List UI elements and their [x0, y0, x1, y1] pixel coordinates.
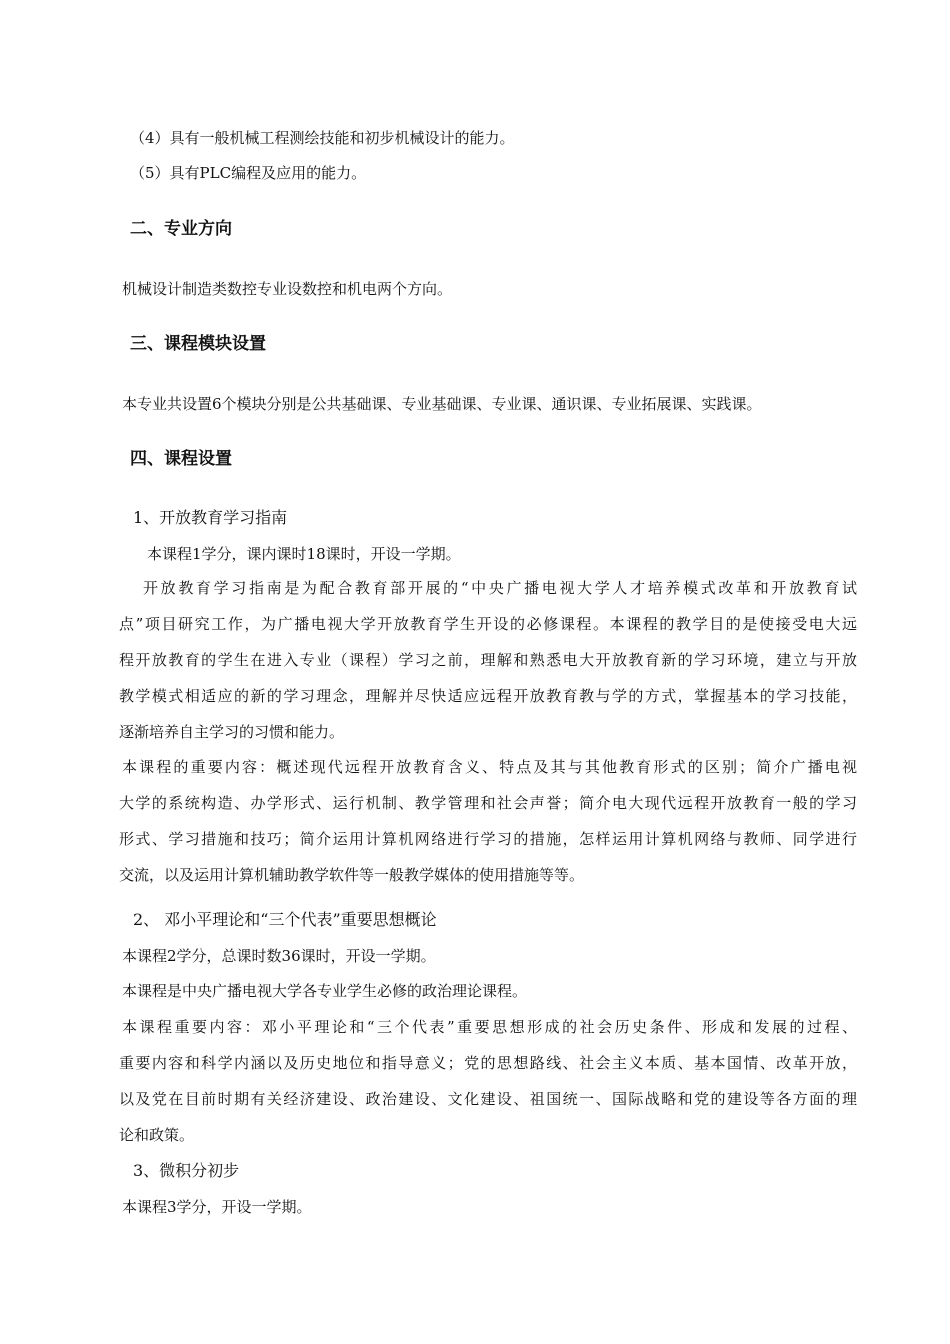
course-1-intro-line: 开放教育学习指南是为配合教育部开展的“中央广播电视大学人才培养模式改革和开放教育试: [143, 579, 857, 597]
course-2-credits: 本课程2学分，总课时数36课时，开设一学期。: [122, 947, 436, 965]
course-2-content-line: 以及党在目前时期有关经济建设、政治建设、文化建设、祖国统一、国际战略和党的建设等各方面的理: [119, 1090, 857, 1108]
course-1-intro-line: 程开放教育的学生在进入专业（课程）学习之前，理解和熟悉电大开放教育新的学习环境，建立与开放: [119, 651, 857, 669]
course-2-title: 2、 邓小平理论和“三个代表”重要思想概论: [133, 910, 437, 929]
course-2-content-line: 论和政策。: [119, 1126, 195, 1144]
section-direction-body: 机械设计制造类数控专业设数控和机电两个方向。: [122, 280, 453, 298]
course-1-credits: 本课程1学分，课内课时18课时，开设一学期。: [147, 545, 461, 563]
course-1-content-line: 本课程的重要内容：概述现代远程开放教育含义、特点及其与其他教育形式的区别；简介广播电视: [122, 758, 857, 776]
section-heading-modules: 三、课程模块设置: [130, 334, 266, 354]
course-3-title: 3、微积分初步: [133, 1161, 240, 1180]
course-2-content-line: 重要内容和科学内涵以及历史地位和指导意义；党的思想路线、社会主义本质、基本国情、改革开放，: [119, 1054, 857, 1072]
course-3-credits: 本课程3学分，开设一学期。: [122, 1198, 312, 1216]
ability-item-5: （5）具有PLC编程及应用的能力。: [130, 164, 367, 182]
course-1-title: 1、开放教育学习指南: [133, 508, 288, 527]
course-1-content-line: 形式、学习措施和技巧；简介运用计算机网络进行学习的措施，怎样运用计算机网络与教师、同学进行: [119, 830, 857, 848]
course-2-content-line: 本课程重要内容：邓小平理论和“三个代表”重要思想形成的社会历史条件、形成和发展的过程、: [122, 1018, 857, 1036]
course-1-intro-line: 教学模式相适应的新的学习理念，理解并尽快适应远程开放教育教与学的方式，掌握基本的学习技能，: [119, 687, 857, 705]
course-1-intro-line: 逐渐培养自主学习的习惯和能力。: [119, 723, 345, 741]
course-1-intro-line: 点”项目研究工作，为广播电视大学开放教育学生开设的必修课程。本课程的教学目的是使接受电大远: [119, 615, 857, 633]
course-1-content-line: 交流，以及运用计算机辅助教学软件等一般教学媒体的使用措施等等。: [119, 866, 585, 884]
section-modules-body: 本专业共设置6个模块分别是公共基础课、专业基础课、专业课、通识课、专业拓展课、实践课。: [122, 395, 762, 413]
section-heading-courses: 四、课程设置: [130, 449, 232, 469]
ability-item-4: （4）具有一般机械工程测绘技能和初步机械设计的能力。: [130, 129, 515, 147]
course-2-description: 本课程是中央广播电视大学各专业学生必修的政治理论课程。: [122, 982, 528, 1000]
section-heading-direction: 二、专业方向: [130, 219, 232, 239]
course-1-content-line: 大学的系统构造、办学形式、运行机制、教学管理和社会声誉；简介电大现代远程开放教育一般的学习: [119, 794, 857, 812]
